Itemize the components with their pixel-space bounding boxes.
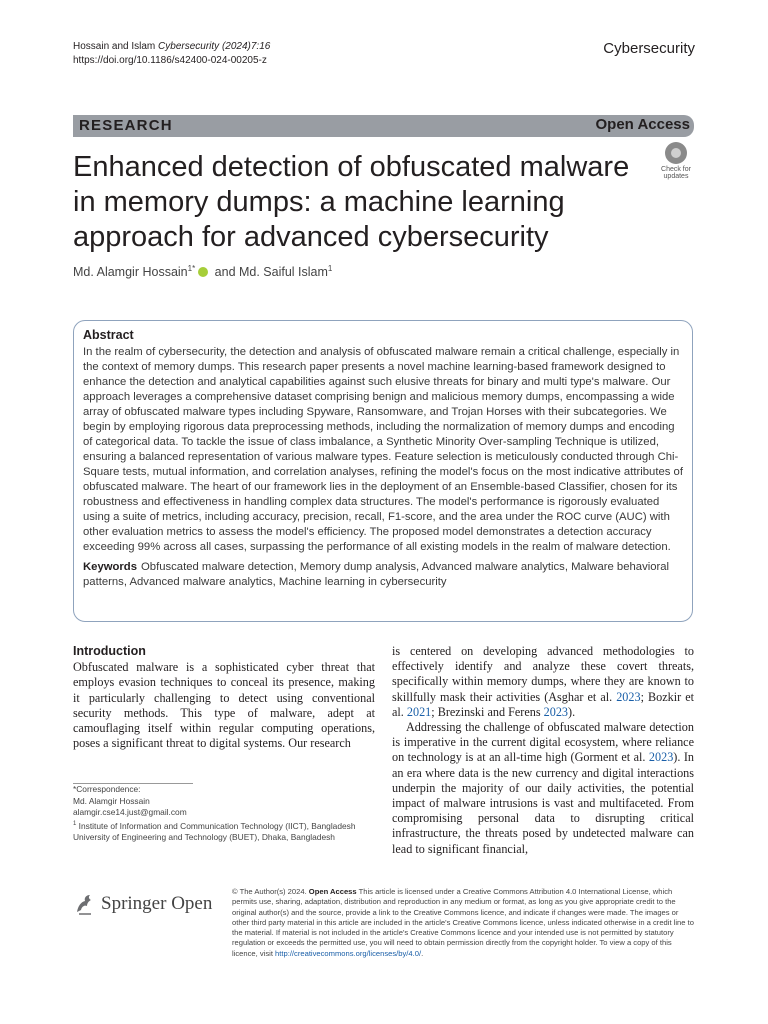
author-affiliation-mark: 1 bbox=[327, 264, 333, 273]
affiliation: $^1$ Institute of Information and Communication Technology (IICT), Bangladesh University of Engineering and Technology (BUET), Dhaka, Bangladesh bbox=[73, 820, 356, 842]
running-header bbox=[73, 40, 270, 68]
body-column-right bbox=[392, 644, 694, 857]
section-heading-introduction: Introduction bbox=[73, 644, 146, 658]
license-open-access: Open Access bbox=[308, 887, 357, 896]
paragraph: Obfuscated malware is a sophisticated cyber threat that employs evasion techniques to conceal its presence, making it particularly challenging to detect using conventional security methods. This type of malware, adept at camouflaging itself within regular computing operations, poses a significant threat to digital systems. Our research bbox=[73, 660, 375, 751]
citation-link[interactable]: 2021 bbox=[406, 704, 432, 719]
correspondence-footnote bbox=[73, 784, 373, 843]
publisher-name: Springer bbox=[101, 893, 167, 914]
author-list bbox=[73, 264, 332, 279]
keywords bbox=[83, 560, 683, 590]
correspondence-label: *Correspondence: bbox=[73, 784, 141, 794]
author-name: Md. Alamgir Hossain bbox=[73, 265, 188, 280]
springer-horse-icon bbox=[73, 892, 97, 916]
check-for-updates-label: Check for updates bbox=[661, 166, 691, 180]
header-doi[interactable]: https://doi.org/10.1186/s42400-024-00205-z bbox=[73, 55, 267, 66]
journal-name: Cybersecurity bbox=[603, 40, 695, 57]
publisher-logo bbox=[73, 889, 218, 919]
abstract-heading: Abstract bbox=[83, 328, 134, 342]
header-authors: Hossain and Islam bbox=[73, 41, 156, 52]
orcid-icon[interactable] bbox=[198, 267, 208, 277]
keywords-label: Keywords bbox=[83, 561, 137, 573]
abstract-box bbox=[73, 320, 693, 622]
check-for-updates-badge[interactable] bbox=[656, 142, 696, 182]
check-for-updates-icon bbox=[665, 142, 687, 164]
open-access-label: Open Access bbox=[595, 116, 690, 133]
publisher-suffix: Open bbox=[171, 893, 213, 914]
citation-link[interactable]: 2023 bbox=[616, 689, 641, 704]
license-text: © The Author(s) 2024. Open Access This article is licensed under a Creative Commons Attribution 4.0 International License, which permits use, sharing, adaptation, distribution and reproduction in any medium or format, as long as you give appropriate credit to the original author(s) and the source, provide a link to the Creative Commons licence, and indicate if changes were made. The images or other third party material in this article are included in the article's Creative Commons licence, unless indicated otherwise in a credit line to the material. If material is not included in the article's Creative Commons licence and your intended use is not permitted by statutory regulation or exceeds the permitted use, you will need to obtain permission directly from the copyright holder. To view a copy of this licence, visit http://creativecommons.org/licenses/by/4.0/. bbox=[232, 887, 694, 958]
keywords-list: Obfuscated malware detection, Memory dump analysis, Advanced malware analytics, Malware behavioral patterns, Advanced malware analytics, Machine learning in cybersecurity bbox=[83, 561, 670, 588]
body-column-left bbox=[73, 644, 375, 751]
correspondence-name: Md. Alamgir Hossain bbox=[73, 795, 150, 806]
citation-link[interactable]: 2023 bbox=[543, 704, 569, 719]
paragraph: is centered on developing advanced methodologies to effectively identify and analyze these covert threats, specifically within memory dumps, where they are known to skillfully mask their activities (Asghar et al. 2023; Bozkir et al. 2021; Brezinski and Ferens 2023). bbox=[392, 644, 694, 719]
license-link[interactable]: http://creativecommons.org/licenses/by/4.0/ bbox=[275, 948, 422, 958]
author-affiliation-mark: 1* bbox=[187, 264, 196, 273]
author-connector: and bbox=[211, 265, 239, 280]
citation-link[interactable]: 2023 bbox=[648, 750, 674, 765]
correspondence-email[interactable]: alamgir.cse14.just@gmail.com bbox=[73, 807, 187, 817]
article-title: Enhanced detection of obfuscated malware in memory dumps: a machine learning approach for advanced cybersecurity bbox=[73, 151, 630, 253]
article-type-label: RESEARCH bbox=[79, 117, 173, 134]
author-name: Md. Saiful Islam bbox=[239, 265, 328, 280]
abstract-text: In the realm of cybersecurity, the detection and analysis of obfuscated malware remain a critical challenge, especially in the context of memory dumps. This research paper presents a novel machine learning-based framework designed to enhance the detection and analytical capabilities against such elusive threats for binary and multi type's malware. Our approach leverages a comprehensive dataset comprising benign and malicious memory dumps, encompassing a wide array of obfuscated malware types including Spyware, Ransomware, and Trojan Horses with their subcategories. We begin by employing rigorous data preprocessing methods, including the normalization of memory dumps and encoding of categorical data. To tackle the issue of class imbalance, a Synthetic Minority Over-sampling Technique is utilized, ensuring a balanced representation of various malware types. Feature selection is meticulously conducted through Chi-Square tests, mutual information, and correlation analyses, refining the model's focus on the most indicative attributes of obfuscated malware. The heart of our framework lies in the deployment of an Ensemble-based Classifier, chosen for its robustness and effectiveness in handling complex data structures. The model's performance is rigorously evaluated using a suite of metrics, including accuracy, precision, recall, F1-score, and the area under the ROC curve (AUC) with other evaluation metrics to assess the model's efficiency. The proposed model demonstrates a detection accuracy exceeding 99% across all cases, surpassing the performance of all existing models in the realm of malware detection. bbox=[83, 346, 683, 553]
article-type-bar bbox=[73, 115, 694, 137]
paragraph: Addressing the challenge of obfuscated malware detection is imperative in the current digital ecosystem, where reliance on technology is at an all-time high (Gorment et al. 2023). In an era where data is the new currency and digital interactions underpin the majority of our daily activities, the potential impact of malware intrusions is vast and multifaceted. From compromising personal data to disrupting critical infrastructure, the threats posed by undetected malware can lead to significant financial, bbox=[392, 720, 694, 856]
header-journal-citation: Cybersecurity (2024)7:16 bbox=[158, 41, 271, 52]
